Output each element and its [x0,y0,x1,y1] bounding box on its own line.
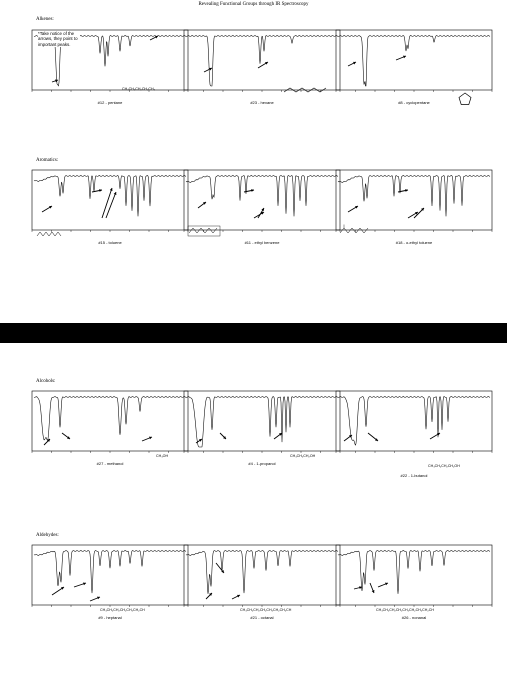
section-label-alkenes: Alkenes: [36,17,54,22]
ir-spectrum-plot [334,543,494,611]
annotation-note: *Take notice of the arrows, they point to important peaks. [38,31,80,47]
structural-formula: CH₃CH₂CH₂CH₂CH₂CH₂CH₂CH [240,608,292,612]
spectrum-trace [34,397,186,441]
spectrum-caption: #11 - ethyl benzene [244,240,280,245]
spectrum-caption: #26 - nonanal [401,615,427,620]
zigzag-structure-icon [282,85,328,95]
structural-formula: CH₃CH₂CH₂CH₂CH₂CH₂CH₂CH₂CH [376,608,434,612]
spectrum-caption: #22 - 1-butanol [400,473,428,478]
spectrum-caption: #9 - heptanal [98,615,122,620]
spectrum-trace [338,397,490,446]
spectrum-trace [34,551,186,594]
ir-spectrum-plot [334,389,494,457]
spectrum-caption: #21 - octanal [250,615,274,620]
benzene-structure-icon [187,225,221,237]
spectrum-trace [186,551,338,594]
ir-spectrum-plot [182,389,342,457]
spectrum-methanol [30,389,190,469]
document-title: Revealing Functional Groups through IR Spectroscopy [198,2,309,7]
ir-spectrum-plot [30,168,190,236]
spectrum-1-propanol [182,389,342,469]
spectrum-trace [186,397,338,447]
spectrum-caption: #15 - toluene [98,240,122,245]
spectrum-caption: #4 - 1-propanol [248,461,276,466]
section-label-aromatics: Aromatics: [36,158,59,163]
spectrum-hexane [182,28,342,108]
spectrum-toluene [30,168,190,248]
spectrum-nonanal [334,543,494,623]
spectrum-trace [338,176,490,217]
spectrum-trace [186,36,338,86]
benzene-structure-icon [36,230,64,238]
spectrum-pentane [30,28,190,108]
structural-formula: CH₃CH₂CH₂OH [290,454,316,458]
structural-formula: CH₃CH₂CH₂CH₂CH₃ [122,87,156,91]
section-label-alcohols: Alcohols: [36,379,56,384]
spectrum-trace [186,176,338,217]
structural-formula: CH₃OH [156,454,169,458]
spectrum-caption: #12 - pentane [97,100,123,105]
ir-spectrum-plot [334,28,494,96]
ir-spectrum-plot [30,389,190,457]
ir-spectrum-plot [182,543,342,611]
spectrum-cyclopentane [334,28,494,108]
section-label-aldehydes: Aldehydes: [36,533,59,538]
annotation-arrow [102,188,112,218]
spectrum-o-ethyl-toluene [334,168,494,248]
spectrum-ethyl-benzene [182,168,342,248]
spectrum-caption: #27 - methanol [96,461,124,466]
document-page-2 [0,343,507,700]
benzene-structure-icon [338,224,370,236]
spectrum-trace [34,176,186,217]
annotation-arrow [106,192,116,218]
spectrum-caption: #18 - o-ethyl toluene [395,240,433,245]
spectrum-trace [338,36,490,86]
spectrum-caption: #23 - hexane [250,100,274,105]
ir-spectrum-plot [30,543,190,611]
structural-formula: CH₃CH₂CH₂CH₂OH [428,464,460,468]
spectrum-caption: #8 - cyclopentane [398,100,430,105]
structural-formula: CH₃CH₂CH₂CH₂CH₂CH₂CH [100,608,145,612]
spectrum-1-butanol [334,389,494,478]
document-page-1 [0,0,507,323]
spectrum-heptanal [30,543,190,623]
spectrum-octanal [182,543,342,623]
